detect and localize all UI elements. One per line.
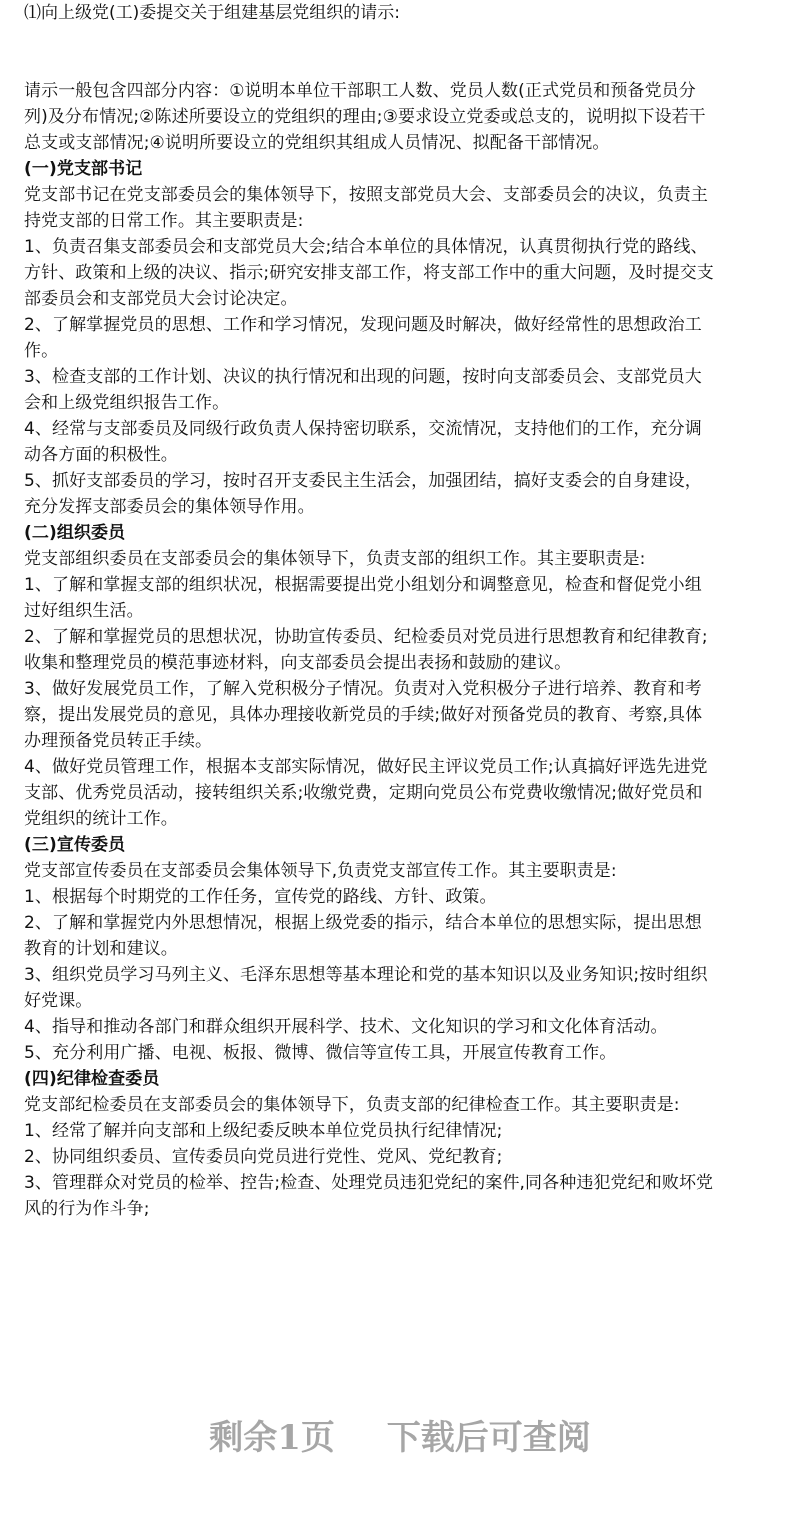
document-body: [24, 78, 714, 1222]
section-heading: (一)党支部书记: [24, 159, 143, 179]
paragraph-line: 方针、政策和上级的决议、指示;研究安排支部工作，将支部工作中的重大问题，及时提交支: [24, 263, 714, 283]
paragraph-line: 充分发挥支部委员会的集体领导作用。: [24, 497, 315, 517]
paragraph-line: 1、了解和掌握支部的组织状况，根据需要提出党小组划分和调整意见，检查和督促党小组: [24, 575, 702, 595]
paragraph-line: 党支部宣传委员在支部委员会集体领导下,负责党支部宣传工作。其主要职责是:: [24, 861, 617, 881]
paragraph-line: 2、了解掌握党员的思想、工作和学习情况，发现问题及时解决，做好经常性的思想政治工: [24, 315, 702, 335]
section-heading: (三)宣传委员: [24, 835, 126, 855]
paragraph-line: 过好组织生活。: [24, 601, 144, 621]
paragraph-line: 党支部组织委员在支部委员会的集体领导下，负责支部的组织工作。其主要职责是:: [24, 549, 646, 569]
paragraph-line: 4、做好党员管理工作，根据本支部实际情况，做好民主评议党员工作;认真搞好评选先进党: [24, 757, 708, 777]
paragraph-line: 5、抓好支部委员的学习，按时召开支委民主生活会，加强团结，搞好支委会的自身建设，: [24, 471, 702, 491]
paragraph-line: 教育的计划和建议。: [24, 939, 178, 959]
paragraph-line: 支部、优秀党员活动，接转组织关系;收缴党费，定期向党员公布党费收缴情况;做好党员和: [24, 783, 703, 803]
paragraph-line: 5、充分利用广播、电视、板报、微博、微信等宣传工具，开展宣传教育工作。: [24, 1043, 617, 1063]
intro-line: 列)及分布情况;②陈述所要设立的党组织的理由;③要求设立党委或总支的，说明拟下设若干: [24, 107, 706, 127]
paragraph-line: 党支部书记在党支部委员会的集体领导下，按照支部党员大会、支部委员会的决议，负责主: [24, 185, 708, 205]
paragraph-line: 3、检查支部的工作计划、决议的执行情况和出现的问题，按时向支部委员会、支部党员大: [24, 367, 702, 387]
paragraph-line: 2、了解和掌握党内外思想情况，根据上级党委的指示，结合本单位的思想实际，提出思想: [24, 913, 702, 933]
paragraph-line: 2、协同组织委员、宣传委员向党员进行党性、党风、党纪教育;: [24, 1147, 503, 1167]
paragraph-line: 察，提出发展党员的意见，具体办理接收新党员的手续;做好对预备党员的教育、考察,具体: [24, 705, 703, 725]
paragraph-line: 部委员会和支部党员大会讨论决定。: [24, 289, 298, 309]
paragraph-line: 党组织的统计工作。: [24, 809, 178, 829]
section-heading: (二)组织委员: [24, 523, 126, 543]
paragraph-line: 3、管理群众对党员的检举、控告;检查、处理党员违犯党纪的案件,同各种违犯党纪和败坏党: [24, 1173, 714, 1193]
paragraph-line: 2、了解和掌握党员的思想状况，协助宣传委员、纪检委员对党员进行思想教育和纪律教育;: [24, 627, 708, 647]
paragraph-line: 收集和整理党员的模范事迹材料，向支部委员会提出表扬和鼓励的建议。: [24, 653, 572, 673]
paragraph-line: 动各方面的积极性。: [24, 445, 178, 465]
paragraph-line: 4、经常与支部委员及同级行政负责人保持密切联系，交流情况，支持他们的工作，充分调: [24, 419, 702, 439]
document-title: ⑴向上级党(工)委提交关于组建基层党组织的请示:: [24, 3, 400, 23]
download-to-view-label: 下载后可查阅: [386, 1418, 591, 1458]
paragraph-line: 办理预备党员转正手续。: [24, 731, 213, 751]
paragraph-line: 4、指导和推动各部门和群众组织开展科学、技术、文化知识的学习和文化体育活动。: [24, 1017, 668, 1037]
paragraph-line: 会和上级党组织报告工作。: [24, 393, 230, 413]
section-heading: (四)纪律检查委员: [24, 1069, 160, 1089]
paragraph-line: 好党课。: [24, 991, 93, 1011]
paragraph-line: 3、组织党员学习马列主义、毛泽东思想等基本理论和党的基本知识以及业务知识;按时组织: [24, 965, 708, 985]
paragraph-line: 作。: [24, 341, 59, 361]
remaining-pages-label: 剩余1页: [209, 1418, 335, 1458]
download-prompt[interactable]: [0, 1410, 800, 1459]
paragraph-line: 1、根据每个时期党的工作任务，宣传党的路线、方针、政策。: [24, 887, 497, 907]
paragraph-line: 持党支部的日常工作。其主要职责是:: [24, 211, 304, 231]
intro-line: 请示一般包含四部分内容：①说明本单位干部职工人数、党员人数(正式党员和预备党员分: [24, 81, 696, 101]
paragraph-line: 3、做好发展党员工作，了解入党积极分子情况。负责对入党积极分子进行培养、教育和考: [24, 679, 702, 699]
paragraph-line: 1、经常了解并向支部和上级纪委反映本单位党员执行纪律情况;: [24, 1121, 503, 1141]
paragraph-line: 党支部纪检委员在支部委员会的集体领导下，负责支部的纪律检查工作。其主要职责是:: [24, 1095, 680, 1115]
paragraph-line: 1、负责召集支部委员会和支部党员大会;结合本单位的具体情况，认真贯彻执行党的路线、: [24, 237, 708, 257]
paragraph-line: 风的行为作斗争;: [24, 1199, 150, 1219]
intro-line: 总支或支部情况;④说明所要设立的党组织其组成人员情况、拟配备干部情况。: [24, 133, 610, 153]
